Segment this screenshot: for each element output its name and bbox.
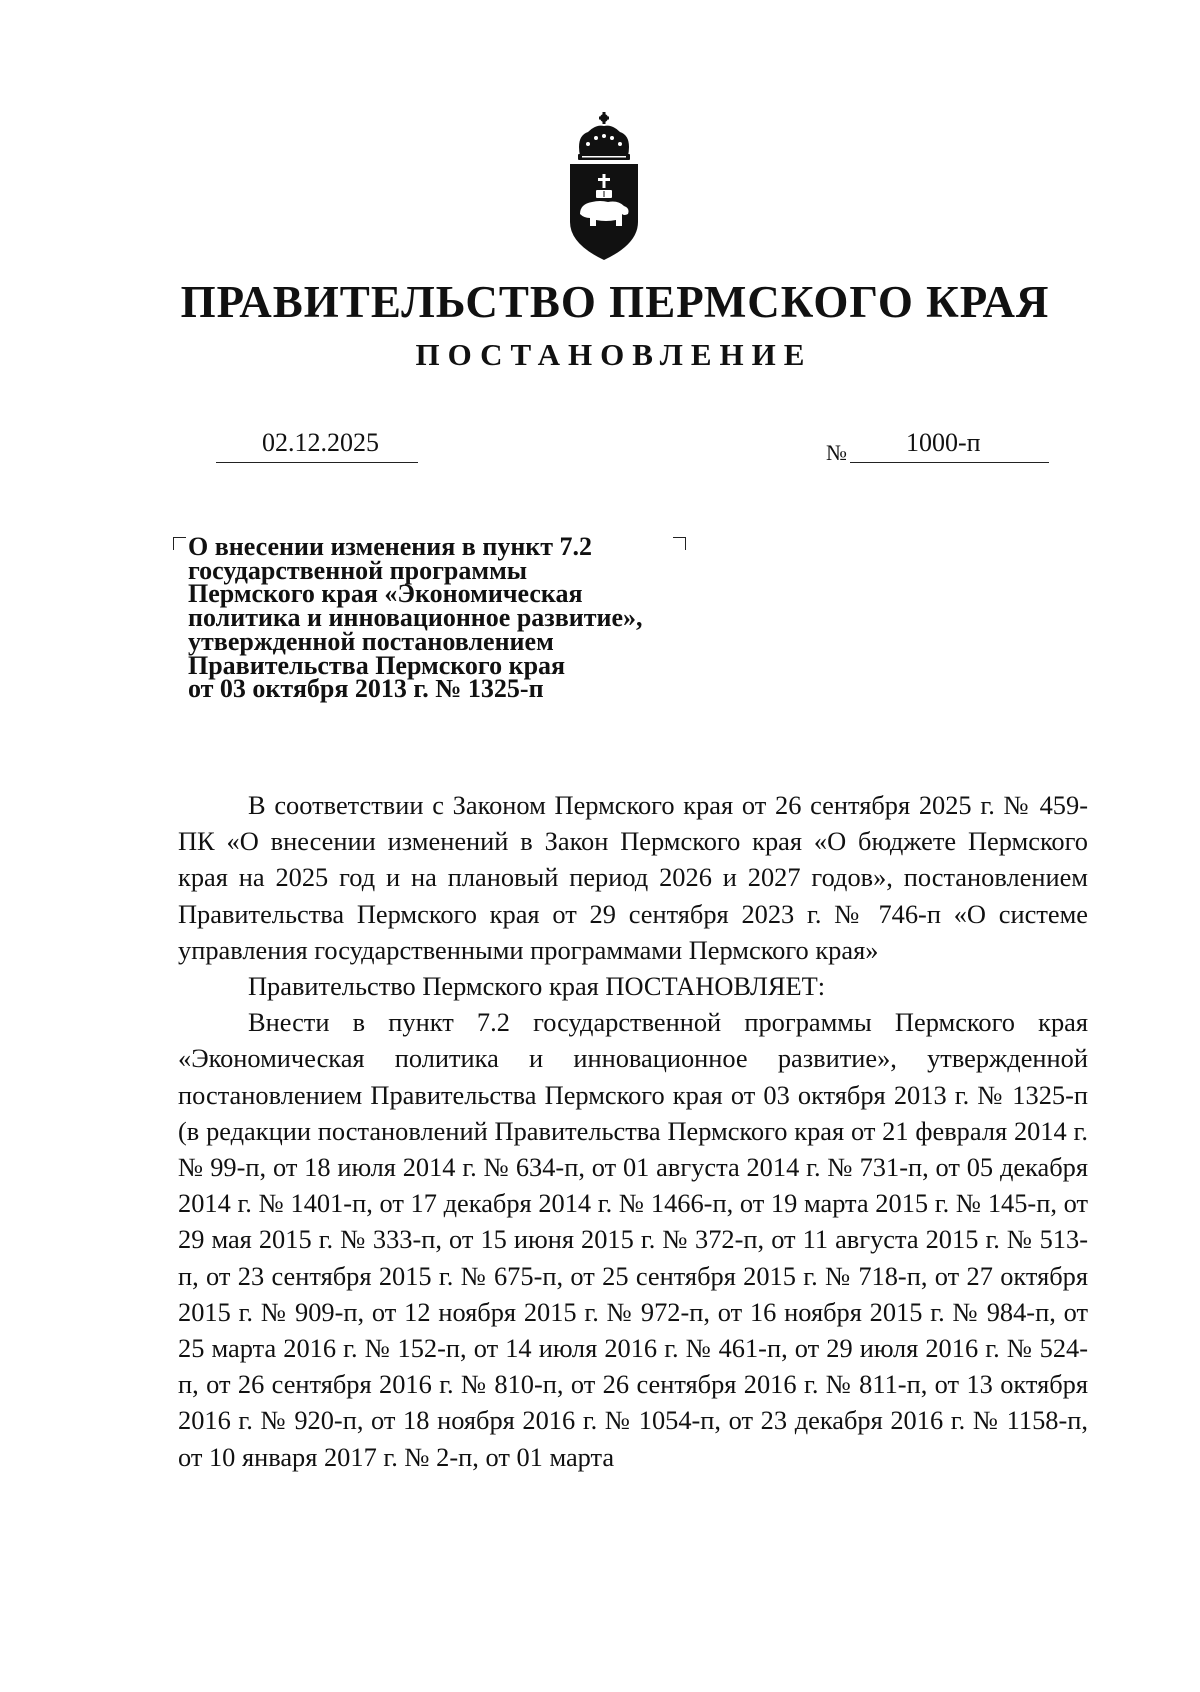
subject-line: утвержденной постановлением: [188, 626, 554, 656]
preamble-paragraph: В соответствии с Законом Пермского края от 26 сентября 2025 г. № 459-ПК «О внесении изменений в Закон Пермского края «О бюджете Пермского края на 2025 год и на плановый период 2026 и 2027 годов», постановлением Правительства Пермского края от 29 сентября 2023 г. № 746-п «О системе управления государственными программами Пермского края»: [178, 790, 1088, 965]
document-number: 1000-п: [906, 428, 981, 457]
subject-line: государственной программы: [188, 555, 528, 585]
resolution-paragraph: Правительство Пермского края ПОСТАНОВЛЯЕТ:: [248, 971, 826, 1002]
document-date: 02.12.2025: [262, 428, 379, 457]
subject-line: О внесении изменения в пункт 7.2: [188, 532, 593, 561]
decree-paragraph: Внести в пункт 7.2 государственной программы Пермского края «Экономическая политика и инновационное развитие», утвержденной постановлением Правительства Пермского края от 03 октября 2013 г. № 1325-п (в редакции постановлений Правительства Пермского края от 21 февраля 2014 г. № 99-п, от 18 июля 2014 г. № 634-п, от 01 августа 2014 г. № 731-п, от 05 декабря 2014 г. № 1401-п, от 17 декабря 2014 г. № 1466-п, от 19 марта 2015 г. № 145-п, от 29 мая 2015 г. № 333-п, от 15 июня 2015 г. № 372-п, от 11 августа 2015 г. № 513-п, от 23 сентября 2015 г. № 675-п, от 25 сентября 2015 г. № 718-п, от 27 октября 2015 г. № 909-п, от 12 ноября 2015 г. № 972-п, от 16 ноября 2015 г. № 984-п, от 25 марта 2016 г. № 152-п, от 14 июля 2016 г. № 461-п, от 29 июля 2016 г. № 524-п, от 26 сентября 2016 г. № 810-п, от 26 сентября 2016 г. № 811-п, от 13 октября 2016 г. № 920-п, от 18 ноября 2016 г. № 1054-п, от 23 декабря 2016 г. № 1158-п, от 10 января 2017 г. № 2-п, от 01 марта: [178, 1007, 1088, 1472]
date-field: [216, 424, 418, 463]
number-sign: №: [826, 440, 847, 465]
subject-line: политика и инновационное развитие»,: [188, 603, 643, 633]
subject-line: от 03 октября 2013 г. № 1325-п: [188, 674, 544, 704]
number-field: [850, 424, 1049, 463]
subject-line: Правительства Пермского края: [188, 650, 566, 680]
subject-line: Пермского края «Экономическая: [188, 579, 583, 609]
subject-corner-left: [173, 537, 186, 550]
organization-title: ПРАВИТЕЛЬСТВО ПЕРМСКОГО КРАЯ: [180, 277, 1050, 327]
document-type: ПОСТАНОВЛЕНИЕ: [415, 337, 813, 372]
document-subject: [188, 532, 708, 704]
document-body: [178, 787, 1088, 1475]
coat-of-arms-icon: [566, 110, 642, 262]
